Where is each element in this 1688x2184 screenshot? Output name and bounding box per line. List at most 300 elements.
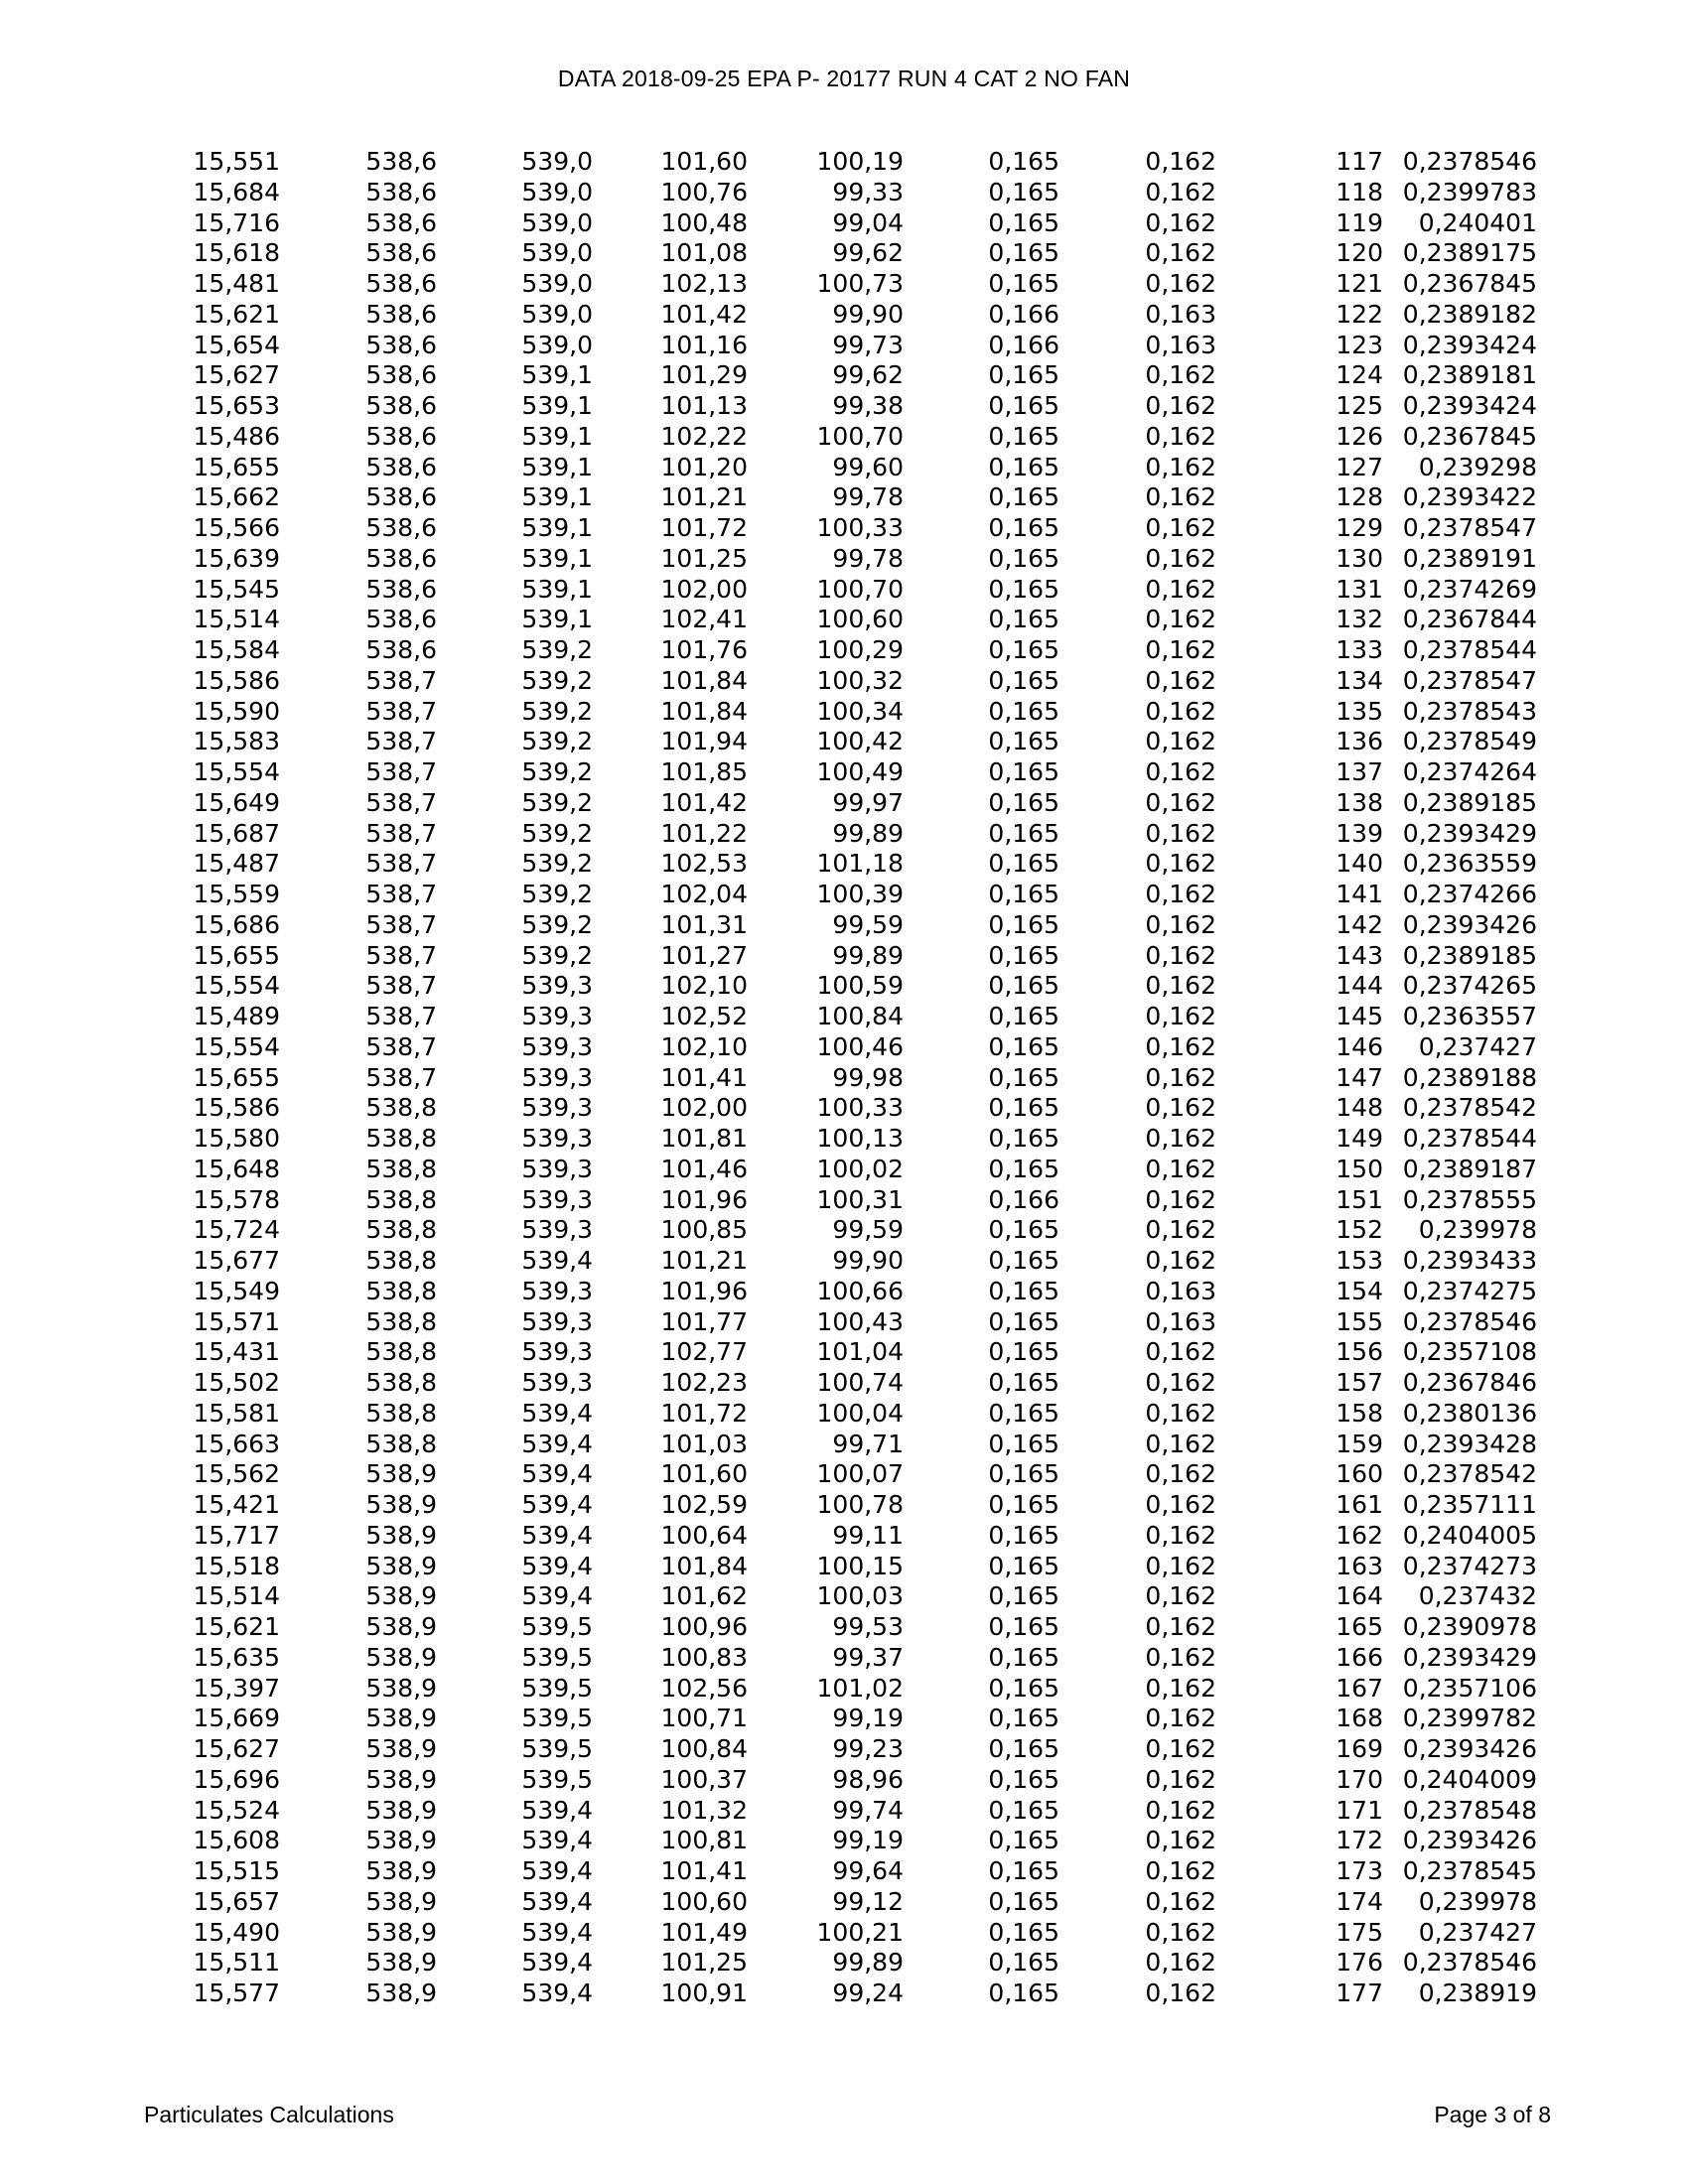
- table-cell: 102,00: [660, 574, 748, 604]
- table-cell: 0,165: [988, 1886, 1059, 1916]
- table-cell: 100,83: [660, 1642, 748, 1672]
- table-cell: 0,163: [1145, 1276, 1216, 1305]
- table-row: [0, 482, 1688, 513]
- table-cell: 539,4: [521, 1490, 593, 1519]
- table-cell: 539,4: [521, 1581, 593, 1611]
- table-cell: 146: [1336, 1031, 1383, 1061]
- table-cell: 538,9: [365, 1459, 437, 1489]
- table-cell: 0,165: [988, 391, 1059, 420]
- table-cell: 102,00: [660, 1093, 748, 1123]
- table-cell: 0,2367845: [1402, 421, 1537, 451]
- table-cell: 539,2: [521, 909, 593, 939]
- table-cell: 15,421: [193, 1490, 280, 1519]
- table-cell: 101,16: [660, 330, 748, 359]
- table-cell: 142: [1336, 909, 1383, 939]
- table-cell: 101,84: [660, 696, 748, 726]
- table-cell: 99,89: [832, 1948, 904, 1978]
- table-cell: 0,2378546: [1402, 1948, 1537, 1978]
- table-cell: 99,37: [832, 1642, 904, 1672]
- table-cell: 538,9: [365, 1551, 437, 1580]
- table-cell: 156: [1336, 1337, 1383, 1367]
- table-cell: 0,165: [988, 940, 1059, 970]
- table-cell: 154: [1336, 1276, 1383, 1305]
- table-cell: 101,27: [660, 940, 748, 970]
- table-cell: 15,511: [193, 1948, 280, 1978]
- table-cell: 0,162: [1145, 605, 1216, 634]
- table-cell: 0,2399782: [1402, 1704, 1537, 1733]
- table-row: [0, 1490, 1688, 1521]
- table-cell: 100,46: [816, 1031, 904, 1061]
- table-row: [0, 1552, 1688, 1582]
- table-cell: 0,162: [1145, 818, 1216, 848]
- table-cell: 539,4: [521, 1551, 593, 1580]
- table-cell: 100,34: [816, 696, 904, 726]
- table-cell: 0,165: [988, 1490, 1059, 1519]
- table-cell: 0,2363559: [1402, 849, 1537, 879]
- table-cell: 0,165: [988, 1429, 1059, 1458]
- table-cell: 0,162: [1145, 787, 1216, 817]
- table-cell: 0,162: [1145, 1184, 1216, 1214]
- table-cell: 100,60: [660, 1886, 748, 1916]
- table-cell: 538,9: [365, 1581, 437, 1611]
- table-cell: 538,8: [365, 1398, 437, 1428]
- table-row: [0, 1277, 1688, 1307]
- table-cell: 102,13: [660, 269, 748, 298]
- table-cell: 538,8: [365, 1368, 437, 1397]
- table-cell: 0,162: [1145, 909, 1216, 939]
- table-cell: 0,2393424: [1402, 330, 1537, 359]
- table-cell: 539,3: [521, 1215, 593, 1245]
- table-row: [0, 1368, 1688, 1399]
- table-cell: 0,2378543: [1402, 696, 1537, 726]
- table-cell: 538,6: [365, 635, 437, 664]
- table-cell: 15,554: [193, 971, 280, 1001]
- table-row: [0, 544, 1688, 575]
- table-row: [0, 1826, 1688, 1856]
- table-row: [0, 1307, 1688, 1338]
- table-cell: 159: [1336, 1429, 1383, 1458]
- table-cell: 101,60: [660, 1459, 748, 1489]
- table-cell: 538,7: [365, 1031, 437, 1061]
- table-cell: 15,627: [193, 1734, 280, 1763]
- table-cell: 160: [1336, 1459, 1383, 1489]
- table-cell: 538,9: [365, 1856, 437, 1885]
- table-cell: 101,41: [660, 1062, 748, 1092]
- table-cell: 0,165: [988, 452, 1059, 481]
- table-cell: 99,71: [832, 1429, 904, 1458]
- table-cell: 99,74: [832, 1795, 904, 1825]
- table-cell: 139: [1336, 818, 1383, 848]
- table-cell: 119: [1336, 207, 1383, 237]
- table-cell: 0,2393433: [1402, 1246, 1537, 1275]
- table-cell: 15,639: [193, 543, 280, 573]
- table-cell: 102,52: [660, 1002, 748, 1030]
- table-cell: 118: [1336, 177, 1383, 206]
- table-cell: 99,04: [832, 207, 904, 237]
- table-cell: 0,2393426: [1402, 909, 1537, 939]
- table-cell: 0,2378549: [1402, 727, 1537, 756]
- table-cell: 0,162: [1145, 1551, 1216, 1580]
- table-cell: 0,162: [1145, 391, 1216, 420]
- table-cell: 538,8: [365, 1337, 437, 1367]
- table-cell: 100,78: [816, 1490, 904, 1519]
- table-cell: 539,4: [521, 1917, 593, 1947]
- table-cell: 99,97: [832, 787, 904, 817]
- table-row: [0, 666, 1688, 697]
- table-cell: 0,165: [988, 1337, 1059, 1367]
- table-cell: 0,165: [988, 696, 1059, 726]
- table-cell: 0,163: [1145, 330, 1216, 359]
- table-cell: 539,2: [521, 696, 593, 726]
- table-cell: 0,165: [988, 1031, 1059, 1061]
- table-cell: 0,166: [988, 299, 1059, 329]
- table-cell: 99,19: [832, 1704, 904, 1733]
- table-cell: 148: [1336, 1093, 1383, 1123]
- table-cell: 0,2378544: [1402, 1124, 1537, 1153]
- table-cell: 15,621: [193, 1612, 280, 1641]
- table-cell: 538,9: [365, 1795, 437, 1825]
- table-cell: 0,165: [988, 1002, 1059, 1030]
- table-cell: 0,162: [1145, 238, 1216, 268]
- table-cell: 0,165: [988, 238, 1059, 268]
- table-cell: 100,91: [660, 1979, 748, 2007]
- table-cell: 15,649: [193, 787, 280, 817]
- table-cell: 15,581: [193, 1398, 280, 1428]
- table-cell: 15,627: [193, 360, 280, 390]
- table-cell: 0,237427: [1418, 1917, 1537, 1947]
- table-cell: 538,6: [365, 299, 437, 329]
- table-cell: 137: [1336, 757, 1383, 786]
- table-cell: 0,165: [988, 1917, 1059, 1947]
- table-cell: 0,2363557: [1402, 1002, 1537, 1030]
- footer-document-name: Particulates Calculations: [144, 2102, 394, 2127]
- table-cell: 538,7: [365, 909, 437, 939]
- table-cell: 0,162: [1145, 849, 1216, 879]
- table-cell: 0,2390978: [1402, 1612, 1537, 1641]
- table-cell: 101,96: [660, 1184, 748, 1214]
- table-cell: 100,13: [816, 1124, 904, 1153]
- table-cell: 100,96: [660, 1612, 748, 1641]
- table-cell: 165: [1336, 1612, 1383, 1641]
- table-cell: 102,04: [660, 880, 748, 908]
- table-cell: 99,73: [832, 330, 904, 359]
- table-cell: 153: [1336, 1246, 1383, 1275]
- table-cell: 15,583: [193, 727, 280, 756]
- table-cell: 100,42: [816, 727, 904, 756]
- table-cell: 173: [1336, 1856, 1383, 1885]
- table-cell: 15,618: [193, 238, 280, 268]
- table-cell: 0,237427: [1418, 1031, 1537, 1061]
- table-cell: 0,2399783: [1402, 177, 1537, 206]
- table-cell: 538,8: [365, 1215, 437, 1245]
- table-cell: 102,10: [660, 971, 748, 1001]
- table-cell: 0,166: [988, 330, 1059, 359]
- table-cell: 0,238919: [1418, 1979, 1537, 2007]
- table-row: [0, 757, 1688, 788]
- table-cell: 100,02: [816, 1154, 904, 1183]
- table-cell: 0,2378546: [1402, 147, 1537, 176]
- table-cell: 539,4: [521, 1826, 593, 1855]
- table-cell: 0,165: [988, 1612, 1059, 1641]
- table-cell: 538,9: [365, 1886, 437, 1916]
- table-cell: 100,64: [660, 1520, 748, 1550]
- table-cell: 0,165: [988, 1276, 1059, 1305]
- table-cell: 0,162: [1145, 1734, 1216, 1763]
- table-cell: 0,165: [988, 1368, 1059, 1397]
- table-cell: 0,162: [1145, 696, 1216, 726]
- table-cell: 0,2378546: [1402, 1306, 1537, 1336]
- table-cell: 0,165: [988, 1764, 1059, 1794]
- table-cell: 0,2374265: [1402, 971, 1537, 1001]
- table-cell: 177: [1336, 1979, 1383, 2007]
- table-cell: 100,59: [816, 971, 904, 1001]
- table-row: [0, 727, 1688, 757]
- table-cell: 100,81: [660, 1826, 748, 1855]
- table-row: [0, 1337, 1688, 1368]
- table-cell: 99,11: [832, 1520, 904, 1550]
- table-cell: 0,239978: [1418, 1215, 1537, 1245]
- table-cell: 15,490: [193, 1917, 280, 1947]
- table-cell: 101,08: [660, 238, 748, 268]
- table-cell: 145: [1336, 1002, 1383, 1030]
- table-cell: 538,6: [365, 360, 437, 390]
- table-cell: 538,6: [365, 513, 437, 542]
- table-cell: 0,2389191: [1402, 543, 1537, 573]
- table-cell: 147: [1336, 1062, 1383, 1092]
- table-row: [0, 147, 1688, 178]
- table-cell: 539,2: [521, 727, 593, 756]
- table-cell: 539,1: [521, 513, 593, 542]
- table-cell: 0,162: [1145, 1459, 1216, 1489]
- table-cell: 99,60: [832, 452, 904, 481]
- table-cell: 539,1: [521, 452, 593, 481]
- table-cell: 538,7: [365, 1062, 437, 1092]
- table-cell: 99,64: [832, 1856, 904, 1885]
- table-cell: 15,562: [193, 1459, 280, 1489]
- table-cell: 539,3: [521, 1093, 593, 1123]
- table-cell: 99,38: [832, 391, 904, 420]
- table-cell: 0,240401: [1418, 207, 1537, 237]
- table-cell: 0,2378548: [1402, 1795, 1537, 1825]
- table-cell: 101,42: [660, 787, 748, 817]
- table-cell: 15,584: [193, 635, 280, 664]
- table-cell: 100,33: [816, 513, 904, 542]
- table-cell: 0,165: [988, 207, 1059, 237]
- table-cell: 0,2389185: [1402, 940, 1537, 970]
- table-cell: 539,2: [521, 940, 593, 970]
- table-row: [0, 697, 1688, 728]
- table-cell: 0,165: [988, 605, 1059, 634]
- table-cell: 15,502: [193, 1368, 280, 1397]
- table-cell: 100,21: [816, 1917, 904, 1947]
- table-cell: 101,25: [660, 1948, 748, 1978]
- table-cell: 0,165: [988, 849, 1059, 879]
- table-row: [0, 391, 1688, 422]
- table-cell: 538,7: [365, 971, 437, 1001]
- table-cell: 539,1: [521, 605, 593, 634]
- table-cell: 0,162: [1145, 727, 1216, 756]
- table-cell: 100,43: [816, 1306, 904, 1336]
- table-cell: 0,165: [988, 574, 1059, 604]
- table-cell: 168: [1336, 1704, 1383, 1733]
- table-row: [0, 971, 1688, 1002]
- table-row: [0, 422, 1688, 453]
- table-row: [0, 1093, 1688, 1124]
- table-cell: 15,487: [193, 849, 280, 879]
- table-row: [0, 1674, 1688, 1705]
- table-cell: 0,2393428: [1402, 1429, 1537, 1458]
- table-cell: 0,162: [1145, 880, 1216, 908]
- table-cell: 124: [1336, 360, 1383, 390]
- table-cell: 161: [1336, 1490, 1383, 1519]
- table-cell: 15,677: [193, 1246, 280, 1275]
- table-cell: 15,655: [193, 452, 280, 481]
- table-cell: 0,2393424: [1402, 391, 1537, 420]
- table-cell: 170: [1336, 1764, 1383, 1794]
- table-cell: 99,59: [832, 909, 904, 939]
- table-row: [0, 1948, 1688, 1979]
- table-cell: 15,549: [193, 1276, 280, 1305]
- table-cell: 0,165: [988, 1398, 1059, 1428]
- table-cell: 98,96: [832, 1764, 904, 1794]
- table-cell: 0,165: [988, 1856, 1059, 1885]
- table-cell: 100,03: [816, 1581, 904, 1611]
- table-cell: 123: [1336, 330, 1383, 359]
- table-cell: 100,71: [660, 1704, 748, 1733]
- table-cell: 538,7: [365, 727, 437, 756]
- table-cell: 101,31: [660, 909, 748, 939]
- table-cell: 0,162: [1145, 574, 1216, 604]
- table-cell: 0,165: [988, 727, 1059, 756]
- table-row: [0, 360, 1688, 391]
- table-cell: 101,22: [660, 818, 748, 848]
- table-cell: 0,165: [988, 1215, 1059, 1245]
- table-cell: 0,165: [988, 147, 1059, 176]
- table-cell: 0,162: [1145, 482, 1216, 512]
- table-cell: 0,165: [988, 1795, 1059, 1825]
- table-cell: 138: [1336, 787, 1383, 817]
- table-cell: 117: [1336, 147, 1383, 176]
- table-cell: 538,6: [365, 238, 437, 268]
- table-cell: 538,7: [365, 1002, 437, 1030]
- table-cell: 127: [1336, 452, 1383, 481]
- table-cell: 99,24: [832, 1979, 904, 2007]
- table-cell: 102,23: [660, 1368, 748, 1397]
- table-cell: 102,56: [660, 1673, 748, 1703]
- table-row: [0, 1002, 1688, 1032]
- table-cell: 135: [1336, 696, 1383, 726]
- table-cell: 0,165: [988, 1734, 1059, 1763]
- table-cell: 0,162: [1145, 1795, 1216, 1825]
- table-cell: 0,165: [988, 1551, 1059, 1580]
- table-cell: 0,162: [1145, 1979, 1216, 2007]
- table-cell: 15,654: [193, 330, 280, 359]
- table-cell: 152: [1336, 1215, 1383, 1245]
- table-cell: 99,89: [832, 818, 904, 848]
- table-cell: 538,8: [365, 1124, 437, 1153]
- table-cell: 0,165: [988, 1306, 1059, 1336]
- data-table: [0, 147, 1688, 2009]
- table-cell: 99,89: [832, 940, 904, 970]
- table-row: [0, 1581, 1688, 1612]
- table-cell: 538,7: [365, 849, 437, 879]
- table-cell: 538,9: [365, 1734, 437, 1763]
- table-cell: 538,8: [365, 1429, 437, 1458]
- table-cell: 101,03: [660, 1429, 748, 1458]
- table-cell: 101,72: [660, 513, 748, 542]
- table-cell: 163: [1336, 1551, 1383, 1580]
- table-cell: 0,165: [988, 1154, 1059, 1183]
- table-cell: 101,84: [660, 1551, 748, 1580]
- table-cell: 15,586: [193, 665, 280, 695]
- table-cell: 15,524: [193, 1795, 280, 1825]
- table-cell: 15,554: [193, 757, 280, 786]
- table-row: [0, 1704, 1688, 1734]
- table-cell: 15,571: [193, 1306, 280, 1336]
- table-cell: 0,165: [988, 269, 1059, 298]
- table-cell: 539,2: [521, 880, 593, 908]
- table-cell: 101,25: [660, 543, 748, 573]
- table-cell: 538,6: [365, 147, 437, 176]
- table-cell: 539,2: [521, 787, 593, 817]
- table-cell: 99,90: [832, 299, 904, 329]
- table-cell: 538,8: [365, 1246, 437, 1275]
- table-cell: 539,3: [521, 1184, 593, 1214]
- table-cell: 172: [1336, 1826, 1383, 1855]
- table-row: [0, 635, 1688, 666]
- table-cell: 102,53: [660, 849, 748, 879]
- table-cell: 539,0: [521, 207, 593, 237]
- table-cell: 0,165: [988, 1124, 1059, 1153]
- table-cell: 102,10: [660, 1031, 748, 1061]
- table-cell: 0,165: [988, 1948, 1059, 1978]
- table-row: [0, 269, 1688, 300]
- table-row: [0, 941, 1688, 972]
- table-cell: 100,19: [816, 147, 904, 176]
- table-cell: 125: [1336, 391, 1383, 420]
- table-cell: 0,162: [1145, 1154, 1216, 1183]
- table-cell: 0,165: [988, 1581, 1059, 1611]
- table-cell: 0,163: [1145, 299, 1216, 329]
- table-cell: 0,2357106: [1402, 1673, 1537, 1703]
- table-row: [0, 849, 1688, 880]
- table-cell: 0,162: [1145, 1215, 1216, 1245]
- table-cell: 0,165: [988, 543, 1059, 573]
- table-cell: 0,162: [1145, 1398, 1216, 1428]
- table-row: [0, 331, 1688, 361]
- table-cell: 0,2389187: [1402, 1154, 1537, 1183]
- table-cell: 15,663: [193, 1429, 280, 1458]
- table-cell: 0,165: [988, 1520, 1059, 1550]
- table-cell: 0,162: [1145, 1031, 1216, 1061]
- table-cell: 99,98: [832, 1062, 904, 1092]
- table-cell: 0,165: [988, 1246, 1059, 1275]
- table-cell: 539,0: [521, 177, 593, 206]
- table-row: [0, 575, 1688, 606]
- table-cell: 0,166: [988, 1184, 1059, 1214]
- table-cell: 128: [1336, 482, 1383, 512]
- table-cell: 539,2: [521, 665, 593, 695]
- table-cell: 0,2389182: [1402, 299, 1537, 329]
- table-cell: 539,4: [521, 1429, 593, 1458]
- table-cell: 0,2374264: [1402, 757, 1537, 786]
- table-cell: 100,60: [816, 605, 904, 634]
- table-row: [0, 1734, 1688, 1765]
- table-cell: 101,42: [660, 299, 748, 329]
- table-cell: 102,22: [660, 421, 748, 451]
- table-cell: 101,41: [660, 1856, 748, 1885]
- table-cell: 134: [1336, 665, 1383, 695]
